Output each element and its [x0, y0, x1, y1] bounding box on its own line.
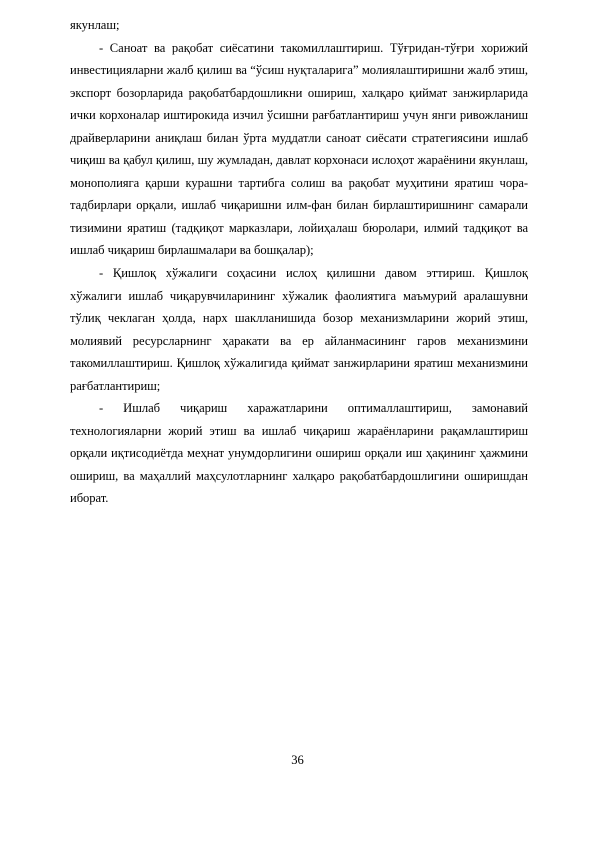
- paragraph-industry-policy: - Саноат ва рақобат сиёсатини такомиллаштириш. Тўғридан-тўғри хорижий инвестицияларни жалб қилиш ва “ўсиш нуқталарига” молиялаштиришни жалб этиш, экспорт бозорларида рақобатбардошликни ошириш, халқаро қиймат занжирларида ички корхоналар иштирокида изчил ўсишни рағбатлантириш учун янги ривожланиш драйверларини аниқлаш билан ўрта муддатли саноат сиёсати стратегиясини ишлаб чиқиш ва қабул қилиш, шу жумладан, давлат корхонаси ислоҳот жараёнини якунлаш, монополияга қарши курашни тартибга солиш ва рақобат муҳитини яратиш чора-тадбирлари орқали, ишлаб чиқаришни илм-фан билан бирлаштиришнинг самарали тизимини яратиш (тадқиқот марказлари, лойиҳалаш бюролари, илмий тадқиқот ва ишлаб чиқариш бирлашмалари ва бошқалар);: [70, 40, 528, 258]
- document-page: [70, 14, 528, 510]
- paragraph-cost-optimization: - Ишлаб чиқариш харажатларини оптималлаштириш, замонавий технологияларни жорий этиш ва ишлаб чиқариш жараёнларини рақамлаштириш орқали иқтисодиётда меҳнат унумдорлигини ошириш орқали иш ҳақининг ҳажмини ошириш, ва маҳаллий маҳсулотларнинг халқаро рақобатбардошлигини оширишдан иборат.: [70, 401, 528, 506]
- page-number: 36: [291, 753, 304, 767]
- paragraph-continuation: якунлаш;: [70, 18, 120, 32]
- paragraph-agriculture-reform: - Қишлоқ хўжалиги соҳасини ислоҳ қилишни давом эттириш. Қишлоқ хўжалиги ишлаб чиқарувчиларининг хўжалик фаолиятига маъмурий аралашувни тўлиқ чеклаган ҳолда, нарх шаклланишида бозор механизмларини жорий этиш, молиявий ресурсларнинг ҳаракати ва ер айланмасининг гаров механизмини такомиллаштириш. Қишлоқ хўжалигида қиймат занжирларини яратиш механизмини рағбатлантириш;: [70, 266, 528, 393]
